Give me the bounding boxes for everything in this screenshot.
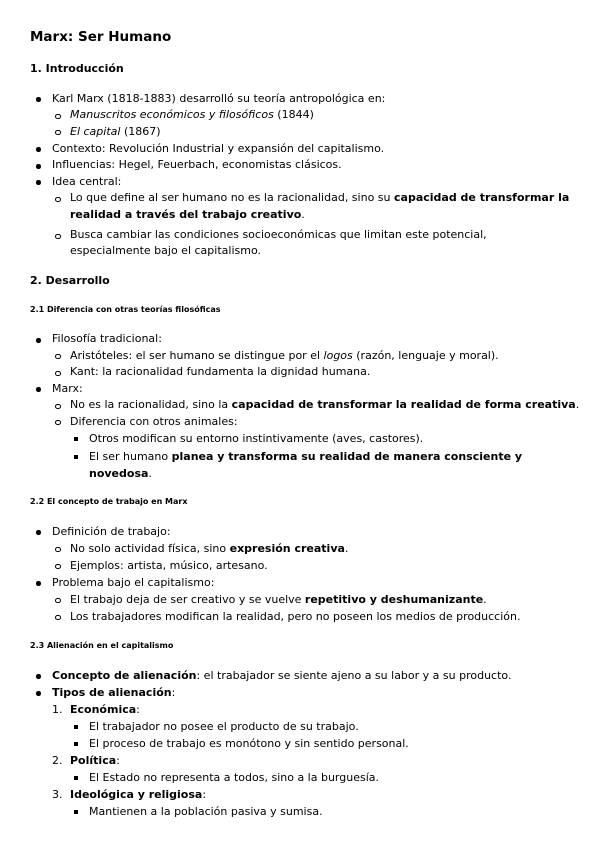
bullet-disc-icon (36, 528, 44, 536)
bullet-square-icon (74, 808, 82, 816)
subsection-heading-2-2: 2.2 El concepto de trabajo en Marx (30, 497, 188, 506)
list-item: Económica: (70, 703, 140, 716)
section-heading-introduccion: 1. Introducción (30, 62, 124, 75)
list-item: El ser humano planea y transforma su realidad de manera consciente y (89, 450, 523, 463)
list-item: Concepto de alienación: el trabajador se siente ajeno a su labor y a su producto. (52, 669, 512, 682)
list-item: El trabajador no posee el producto de su trabajo. (89, 720, 359, 733)
list-item: Ideológica y religiosa: (70, 788, 207, 801)
bullet-circle-icon (55, 596, 63, 604)
list-item: Busca cambiar las condiciones socioeconómicas que limitan este potencial, (70, 228, 487, 241)
list-item: Filosofía tradicional: (52, 332, 162, 345)
list-item-continuation: especialmente bajo el capitalismo. (70, 244, 261, 257)
list-item: Aristóteles: el ser humano se distingue por el logos (razón, lenguaje y moral). (70, 349, 499, 362)
subsection-heading-2-1: 2.1 Diferencia con otras teorías filosóficas (30, 305, 221, 314)
list-item: Influencias: Hegel, Feuerbach, economistas clásicos. (52, 158, 342, 171)
list-item: El trabajo deja de ser creativo y se vuelve repetitivo y deshumanizante. (70, 593, 487, 606)
bullet-disc-icon (36, 162, 44, 170)
list-item: Marx: (52, 382, 83, 395)
list-item: Los trabajadores modifican la realidad, pero no poseen los medios de producción. (70, 610, 521, 623)
bullet-circle-icon (55, 562, 63, 570)
list-item: El Estado no representa a todos, sino a la burguesía. (89, 771, 380, 784)
list-item: Lo que define al ser humano no es la racionalidad, sino su capacidad de transformar la (70, 191, 570, 204)
list-item: Diferencia con otros animales: (70, 415, 238, 428)
bullet-disc-icon (36, 385, 44, 393)
bullet-square-icon (74, 740, 82, 748)
bullet-circle-icon (55, 418, 63, 426)
bullet-square-icon (74, 774, 82, 782)
list-item: Contexto: Revolución Industrial y expansión del capitalismo. (52, 142, 385, 155)
list-item-continuation: novedosa. (89, 467, 152, 480)
section-heading-desarrollo: 2. Desarrollo (30, 274, 110, 287)
list-number: 2. (52, 754, 63, 767)
list-number: 1. (52, 703, 63, 716)
bullet-disc-icon (36, 672, 44, 680)
list-number: 3. (52, 788, 63, 801)
page-title: Marx: Ser Humano (30, 29, 172, 45)
list-item: Mantienen a la población pasiva y sumisa. (89, 805, 323, 818)
bullet-circle-icon (55, 402, 63, 410)
bullet-square-icon (74, 435, 82, 443)
bullet-circle-icon (55, 232, 63, 240)
list-item: Tipos de alienación: (52, 686, 176, 699)
bullet-disc-icon (36, 336, 44, 344)
bullet-disc-icon (36, 579, 44, 587)
list-item: Problema bajo el capitalismo: (52, 576, 215, 589)
list-item-continuation: realidad a través del trabajo creativo. (70, 208, 305, 221)
list-item: Idea central: (52, 175, 122, 188)
bullet-square-icon (74, 723, 82, 731)
list-item: El capital (1867) (70, 125, 161, 138)
list-item: Política: (70, 754, 120, 767)
bullet-disc-icon (36, 95, 44, 103)
list-item: Karl Marx (1818-1883) desarrolló su teoría antropológica en: (52, 92, 386, 105)
list-item: No es la racionalidad, sino la capacidad de transformar la realidad de forma creativa. (70, 398, 580, 411)
bullet-circle-icon (55, 195, 63, 203)
list-item: Kant: la racionalidad fundamenta la dignidad humana. (70, 365, 371, 378)
bullet-circle-icon (55, 369, 63, 377)
bullet-circle-icon (55, 112, 63, 120)
list-item: Otros modifican su entorno instintivamente (aves, castores). (89, 432, 424, 445)
bullet-circle-icon (55, 352, 63, 360)
bullet-circle-icon (55, 545, 63, 553)
bullet-disc-icon (36, 178, 44, 186)
bullet-square-icon (74, 453, 82, 461)
list-item: No solo actividad física, sino expresión creativa. (70, 542, 349, 555)
list-item: El proceso de trabajo es monótono y sin sentido personal. (89, 737, 409, 750)
list-item: Definición de trabajo: (52, 525, 171, 538)
bullet-circle-icon (55, 613, 63, 621)
bullet-disc-icon (36, 145, 44, 153)
list-item: Manuscritos económicos y filosóficos (1844) (70, 108, 314, 121)
list-item: Ejemplos: artista, músico, artesano. (70, 559, 268, 572)
bullet-circle-icon (55, 128, 63, 136)
subsection-heading-2-3: 2.3 Alienación en el capitalismo (30, 641, 174, 650)
bullet-disc-icon (36, 689, 44, 697)
